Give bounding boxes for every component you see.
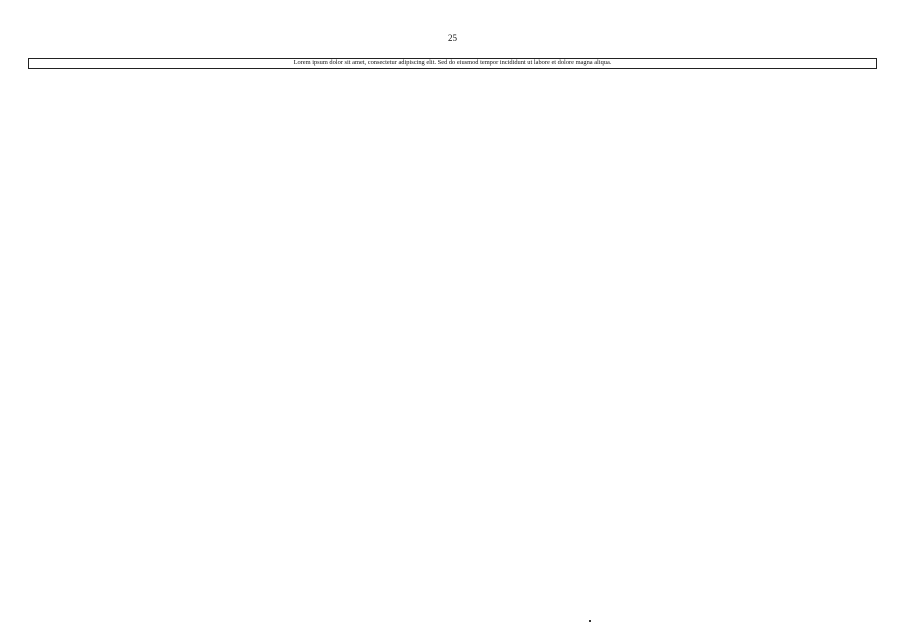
placeholder-table	[28, 58, 877, 69]
page-dot	[589, 620, 591, 622]
page-number: 25	[448, 33, 457, 43]
placeholder-note: Lorem ipsum dolor sit amet, consectetur adipiscing elit. Sed do eiusmod tempor incididunt ut labore et dolore magna aliqua.	[29, 59, 877, 69]
